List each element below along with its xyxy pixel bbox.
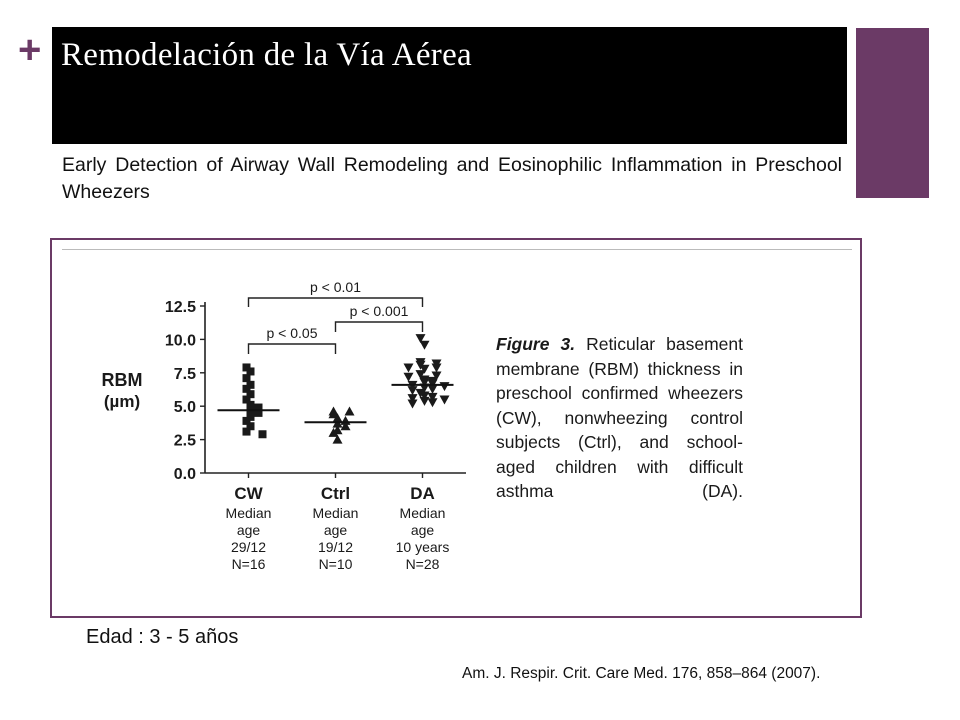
data-point-triangle-down <box>420 341 430 350</box>
slide-title: Remodelación de la Vía Aérea <box>61 37 472 73</box>
paper-title: Early Detection of Airway Wall Remodeling and Eosinophilic Inflammation in Preschool Wheezers <box>62 154 842 203</box>
rbm-chart <box>52 240 492 616</box>
x-category-detail: 10 years <box>395 539 450 555</box>
data-point-triangle-down <box>440 382 450 391</box>
x-category-detail: N=28 <box>405 556 440 572</box>
data-point-triangle-down <box>428 398 438 407</box>
significance-label: p < 0.05 <box>266 325 318 341</box>
x-category-label: DA <box>410 484 435 503</box>
data-point-triangle-down <box>404 373 414 382</box>
significance-bracket <box>249 344 336 354</box>
data-point-triangle-down <box>440 396 450 405</box>
y-axis-label: RBM <box>101 370 143 390</box>
x-category-detail: age <box>410 522 435 538</box>
data-point-square <box>259 430 267 438</box>
data-point-triangle-down <box>428 385 438 394</box>
accent-block <box>856 28 929 198</box>
figure-frame <box>50 238 862 618</box>
y-tick-label: 5.0 <box>173 399 196 417</box>
reference: Am. J. Respir. Crit. Care Med. 176, 858–864 (2007). <box>462 665 821 682</box>
x-category-detail: Median <box>312 505 359 521</box>
y-tick-label: 2.5 <box>173 432 196 450</box>
title-bar <box>52 27 847 144</box>
y-tick-label: 10.0 <box>164 332 196 350</box>
figure-caption <box>496 332 743 504</box>
plus-icon: + <box>18 28 42 72</box>
age-note: Edad : 3 - 5 años <box>86 626 239 648</box>
caption-body: Reticular basement membrane (RBM) thickness in preschool confirmed wheezers (CW), nonwheezing control subjects (Ctrl), and school-aged children with difficult asthma (DA). <box>496 334 743 501</box>
data-point-triangle-up <box>345 407 355 416</box>
caption-label: Figure 3. <box>496 334 576 354</box>
y-tick-label: 0.0 <box>173 466 196 483</box>
x-category-detail: Median <box>399 505 446 521</box>
data-point-square <box>243 428 251 436</box>
significance-bracket <box>336 322 423 332</box>
x-category-label: CW <box>234 484 263 503</box>
x-category-detail: N=10 <box>318 556 353 572</box>
significance-label: p < 0.001 <box>349 303 409 319</box>
x-category-detail: N=16 <box>231 556 266 572</box>
y-axis-unit: (µm) <box>103 392 141 411</box>
significance-label: p < 0.01 <box>310 279 361 295</box>
data-point-triangle-down <box>432 363 442 372</box>
y-tick-label: 7.5 <box>173 365 196 383</box>
data-point-triangle-down <box>408 400 418 409</box>
x-category-label: Ctrl <box>320 484 351 503</box>
data-point-triangle-down <box>404 363 414 372</box>
y-tick-label: 12.5 <box>164 299 196 316</box>
x-category-detail: age <box>323 522 348 538</box>
x-category-detail: 29/12 <box>230 539 267 555</box>
x-category-detail: Median <box>225 505 272 521</box>
x-category-detail: 19/12 <box>317 539 354 555</box>
x-category-detail: age <box>236 522 261 538</box>
data-point-triangle-down <box>408 386 418 395</box>
